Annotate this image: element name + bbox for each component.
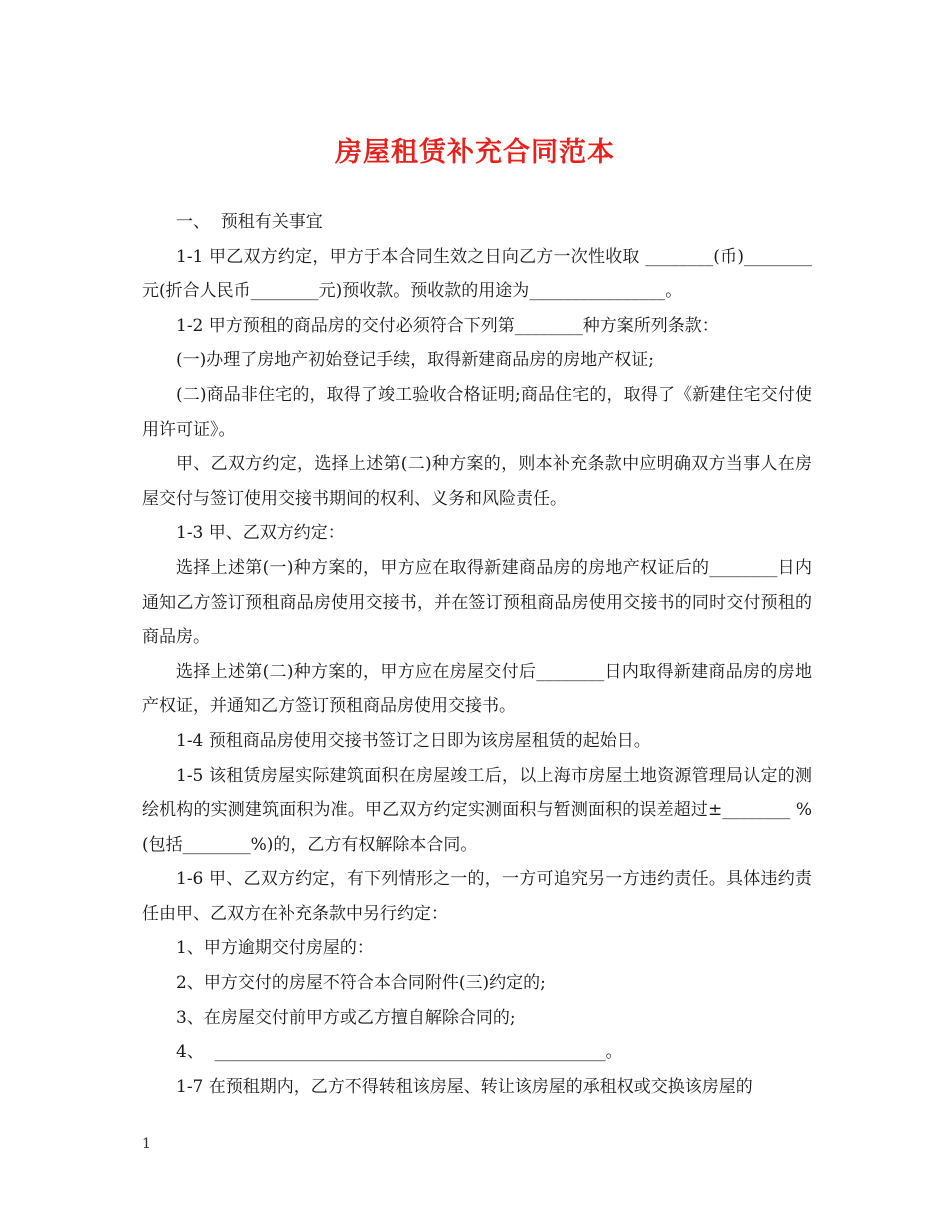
option-two: (二)商品非住宅的，取得了竣工验收合格证明;商品住宅的，取得了《新建住宅交付使用许可证》。 — [142, 384, 812, 440]
page-number: 1 — [142, 1136, 151, 1152]
list-item: 4、 ______________________________________________。 — [176, 1042, 623, 1063]
clause-1-6: 1-6 甲、乙双方约定，有下列情形之一的，一方可追究另一方违约责任。具体违约责任由甲、乙双方在补充条款中另行约定： — [142, 869, 812, 924]
option-one: (一)办理了房地产初始登记手续，取得新建商品房的房地产权证; — [176, 350, 654, 371]
clause-1-3-option-one: 选择上述第(一)种方案的，甲方应在取得新建商品房的房地产权证后的________日内通知乙方签订预租商品房使用交接书，并在签订预租商品房使用交接书的同时交付预租的商品房。 — [142, 557, 812, 648]
clause-1-4: 1-4 预租商品房使用交接书签订之日即为该房屋租赁的起始日。 — [176, 730, 651, 751]
clause-1-3: 1-3 甲、乙双方约定： — [176, 523, 345, 544]
clause-1-7: 1-7 在预租期内，乙方不得转租该房屋、转让该房屋的承租权或交换该房屋的 — [176, 1076, 753, 1097]
clause-1-5: 1-5 该租赁房屋实际建筑面积在房屋竣工后，以上海市房屋土地资源管理局认定的测绘机构的实测建筑面积为准。甲乙双方约定实测面积与暂测面积的误差超过±________ %(包括________%)的，乙方有权解除本合同。 — [142, 765, 812, 855]
clause-1-2: 1-2 甲方预租的商品房的交付必须符合下列第________种方案所列条款： — [176, 315, 719, 336]
document-title: 房屋租赁补充合同范本 — [335, 137, 615, 168]
clause-1-1: 1-1 甲乙双方约定，甲方于本合同生效之日向乙方一次性收取 ________(币)________元(折合人民币________元)预收款。预收款的用途为________________。 — [142, 246, 812, 302]
section-heading: 一、 预租有关事宜 — [176, 212, 323, 232]
document-body — [142, 205, 812, 1104]
clause-1-3-option-two: 选择上述第(二)种方案的，甲方应在房屋交付后________日内取得新建商品房的房地产权证，并通知乙方签订预租商品房使用交接书。 — [142, 661, 812, 717]
list-item: 1、甲方逾期交付房屋的： — [176, 938, 374, 959]
option-two-note: 甲、乙双方约定，选择上述第(二)种方案的，则本补充条款中应明确双方当事人在房屋交付与签订使用交接书期间的权利、义务和风险责任。 — [142, 454, 812, 509]
list-item: 2、甲方交付的房屋不符合本合同附件(三)约定的; — [176, 973, 546, 994]
list-item: 3、在房屋交付前甲方或乙方擅自解除合同的; — [176, 1007, 516, 1028]
